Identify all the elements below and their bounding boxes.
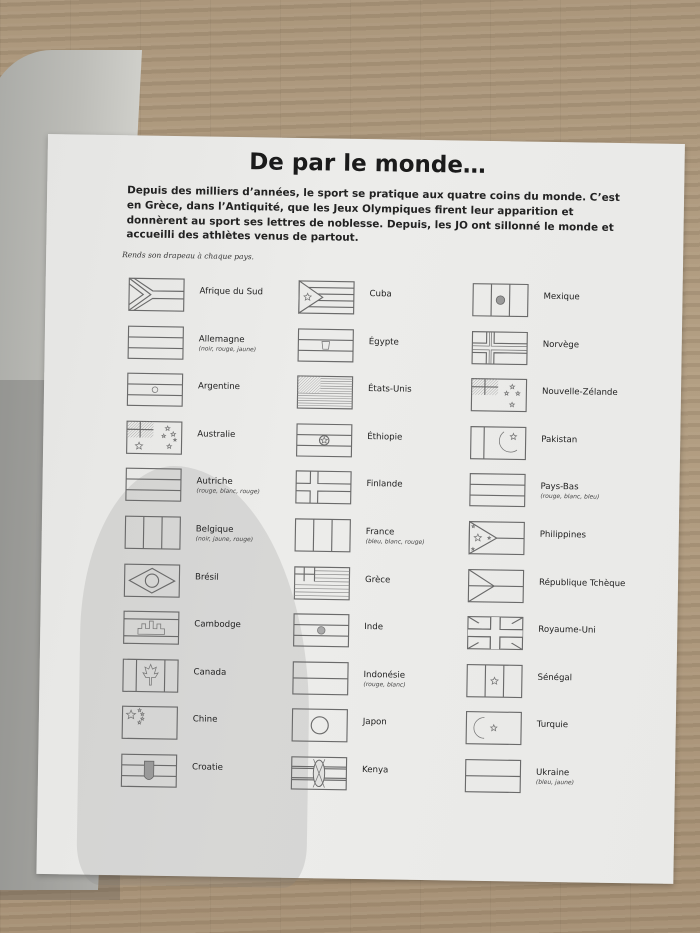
- country-name: [195, 572, 219, 582]
- senegal-flag-icon[interactable]: [465, 663, 524, 698]
- country-label: Finlande: [366, 479, 403, 490]
- country-label: République Tchèque: [538, 577, 626, 589]
- country-name: [199, 286, 263, 297]
- finland-flag-icon[interactable]: [294, 470, 353, 505]
- country-label: Kenya: [361, 764, 389, 776]
- country-item: [296, 326, 477, 376]
- country-label: Sénégal: [537, 672, 573, 684]
- country-item: [293, 516, 474, 566]
- pakistan-flag-icon[interactable]: [469, 425, 528, 460]
- country-label: Autriche: [196, 476, 233, 488]
- country-item: [120, 704, 301, 754]
- new-zealand-flag-icon[interactable]: [470, 378, 529, 413]
- country-item: [467, 519, 648, 569]
- belgium-flag-icon[interactable]: [123, 515, 182, 550]
- color-hint: (rouge, blanc, bleu): [540, 493, 600, 502]
- country-item: [295, 421, 476, 471]
- country-item: [125, 418, 306, 468]
- argentina-flag-icon[interactable]: [126, 372, 185, 407]
- country-item: [290, 754, 471, 804]
- cuba-flag-icon[interactable]: [297, 280, 356, 315]
- kenya-flag-icon[interactable]: [290, 756, 349, 791]
- page-title: De par le monde…: [249, 149, 487, 179]
- country-label: Inde: [364, 622, 384, 633]
- country-label: États-Unis: [367, 384, 412, 395]
- country-label: Pakistan: [541, 434, 578, 446]
- column-3: [464, 281, 652, 807]
- country-item: [471, 281, 652, 331]
- country-label: Indonésie: [363, 669, 406, 681]
- ukraine-flag-icon[interactable]: [464, 759, 523, 794]
- country-item: [123, 513, 304, 563]
- country-name: [537, 720, 569, 730]
- country-name: [362, 765, 388, 775]
- country-label: France: [365, 527, 395, 538]
- country-name: [541, 435, 577, 446]
- country-item: [469, 423, 650, 473]
- country-label: Argentine: [197, 381, 241, 393]
- country-label: Allemagne: [198, 333, 245, 345]
- country-name: [363, 717, 387, 727]
- country-name: [193, 715, 218, 725]
- country-label: Mexique: [543, 291, 580, 303]
- column-1: [120, 275, 308, 801]
- country-name: [367, 432, 402, 443]
- country-name: [536, 768, 574, 787]
- germany-flag-icon[interactable]: [126, 325, 185, 360]
- philippines-flag-icon[interactable]: [467, 521, 526, 556]
- country-label: Afrique du Sud: [199, 286, 264, 298]
- south-africa-flag-icon[interactable]: [127, 277, 186, 312]
- country-item: [121, 656, 302, 706]
- country-name: [363, 670, 405, 689]
- country-item: [468, 471, 649, 521]
- country-item: [126, 323, 307, 373]
- country-label: Ukraine: [535, 767, 570, 779]
- country-name: [369, 289, 391, 299]
- country-item: [122, 608, 303, 658]
- country-label: Pays-Bas: [540, 482, 579, 493]
- country-name: [196, 477, 260, 496]
- country-name: [366, 479, 402, 490]
- norway-flag-icon[interactable]: [470, 330, 529, 365]
- country-name: [539, 577, 626, 588]
- country-item: [293, 563, 474, 613]
- country-label: Grèce: [364, 574, 391, 585]
- country-name: [543, 339, 579, 350]
- country-label: Belgique: [195, 524, 234, 535]
- china-flag-icon[interactable]: [120, 706, 179, 741]
- country-name: [199, 334, 257, 353]
- turkey-flag-icon[interactable]: [464, 711, 523, 746]
- indonesia-flag-icon[interactable]: [291, 661, 350, 696]
- country-item: [126, 370, 307, 420]
- country-item: [294, 468, 475, 518]
- ethiopia-flag-icon[interactable]: [295, 423, 354, 458]
- country-name: [364, 622, 383, 632]
- country-label: Australie: [197, 429, 236, 440]
- country-label: Cambodge: [194, 619, 241, 631]
- intro-paragraph: Depuis des milliers d’années, le sport se pratique aux quatre coins du monde. C’est en Grèce, dans l’Antiquité, que les Jeux Olympiques firent leur apparition et donnèrent au sport ses lettres de noblesse. Depuis, les JO ont sillonné le monde et accueilli des athlètes venus de partout.: [126, 184, 620, 245]
- color-hint: (rouge, blanc, rouge): [196, 487, 260, 496]
- country-label: Croatie: [191, 762, 224, 773]
- egypt-flag-icon[interactable]: [296, 328, 355, 363]
- country-name: [365, 575, 390, 585]
- cambodia-flag-icon[interactable]: [122, 610, 181, 645]
- country-item: [120, 751, 301, 801]
- country-label: Chine: [192, 714, 218, 726]
- japan-flag-icon[interactable]: [290, 708, 349, 743]
- austria-flag-icon[interactable]: [124, 468, 183, 503]
- country-item: [297, 278, 478, 328]
- country-name: [540, 530, 586, 541]
- country-label: Philippines: [539, 529, 587, 541]
- country-item: [464, 757, 645, 807]
- country-label: Nouvelle-Zélande: [541, 386, 618, 399]
- country-item: [467, 566, 648, 616]
- mexico-flag-icon[interactable]: [471, 283, 530, 318]
- country-name: [197, 429, 235, 440]
- instruction-text: Rends son drapeau à chaque pays.: [122, 250, 255, 262]
- country-item: [466, 614, 647, 664]
- india-flag-icon[interactable]: [292, 613, 351, 648]
- color-hint: (noir, jaune, rouge): [195, 535, 254, 544]
- country-label: Royaume-Uni: [538, 624, 596, 636]
- greece-flag-icon[interactable]: [293, 565, 352, 600]
- country-label: Norvège: [542, 339, 580, 350]
- country-name: [196, 524, 254, 543]
- country-name: [194, 620, 241, 631]
- country-name: [198, 382, 240, 393]
- country-name: [193, 667, 226, 678]
- country-name: [366, 527, 425, 546]
- brazil-flag-icon[interactable]: [123, 563, 182, 598]
- czech-flag-icon[interactable]: [467, 568, 526, 603]
- croatia-flag-icon[interactable]: [120, 753, 179, 788]
- country-label: Éthiopie: [367, 431, 403, 443]
- country-item: [470, 328, 651, 378]
- netherlands-flag-icon[interactable]: [468, 473, 527, 508]
- workbook-page: [36, 134, 685, 884]
- country-label: Cuba: [369, 289, 392, 300]
- country-name: [192, 762, 223, 772]
- country-item: [127, 275, 308, 325]
- france-flag-icon[interactable]: [293, 518, 352, 553]
- country-item: [470, 376, 651, 426]
- country-item: [465, 661, 646, 711]
- country-label: Égypte: [368, 336, 399, 348]
- country-item: [292, 611, 473, 661]
- country-item: [296, 373, 477, 423]
- country-item: [124, 466, 305, 516]
- country-name: [543, 292, 579, 303]
- country-item: [123, 561, 304, 611]
- color-hint: (rouge, blanc): [363, 680, 406, 689]
- country-label: Turquie: [536, 720, 569, 731]
- country-name: [368, 384, 412, 395]
- uk-flag-icon[interactable]: [466, 616, 525, 651]
- color-hint: (noir, rouge, jaune): [198, 344, 257, 353]
- canada-flag-icon[interactable]: [121, 658, 180, 693]
- country-item: [290, 706, 471, 756]
- country-name: [537, 673, 572, 684]
- country-item: [291, 659, 472, 709]
- country-name: [369, 337, 399, 347]
- country-label: Brésil: [194, 571, 219, 583]
- usa-flag-icon[interactable]: [296, 375, 355, 410]
- color-hint: (bleu, jaune): [535, 778, 575, 787]
- country-name: [542, 387, 618, 398]
- country-name: [538, 625, 596, 636]
- country-label: Japon: [362, 717, 387, 728]
- color-hint: (bleu, blanc, rouge): [365, 538, 425, 546]
- country-label: Canada: [193, 667, 227, 678]
- column-2: [290, 278, 478, 804]
- country-item: [464, 709, 645, 759]
- australia-flag-icon[interactable]: [125, 420, 184, 455]
- country-name: [540, 482, 599, 501]
